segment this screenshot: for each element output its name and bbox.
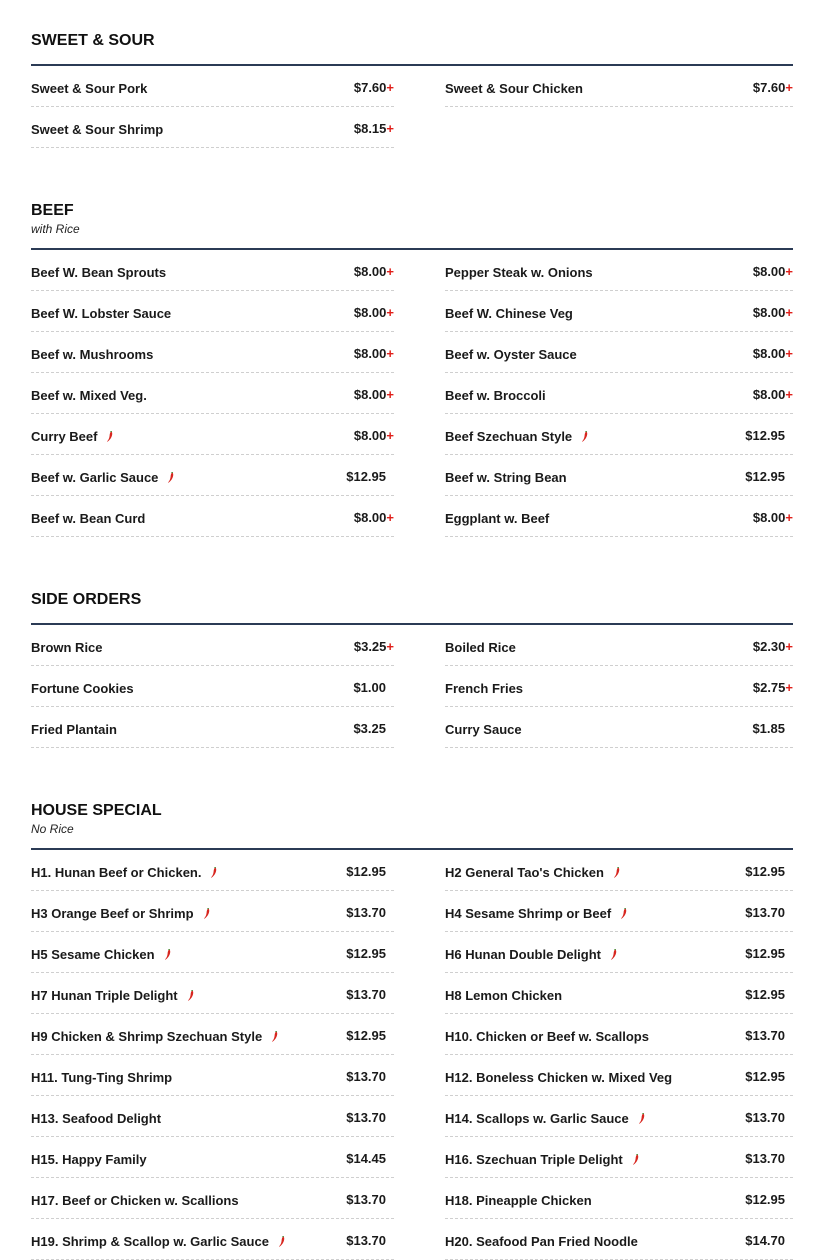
menu-item-price [745, 469, 785, 484]
menu-item-name [445, 81, 583, 96]
menu-item-price-text: $13.70 [745, 905, 785, 920]
menu-item-price-text: $12.95 [745, 946, 785, 961]
menu-item-price-text: $12.95 [346, 864, 386, 879]
menu-item-price-text: $12.95 [745, 428, 785, 443]
menu-item-grid [31, 850, 793, 1260]
menu-item-name [31, 681, 134, 696]
menu-item-name-text: H17. Beef or Chicken w. Scallions [31, 1193, 239, 1208]
menu-item-price [346, 905, 386, 920]
menu-item-name [31, 722, 117, 737]
add-plus-icon[interactable]: + [785, 639, 793, 654]
menu-item-price-text: $14.70 [745, 1233, 785, 1248]
menu-item-price [745, 987, 785, 1002]
menu-item-price-text: $12.95 [745, 864, 785, 879]
add-plus-icon[interactable]: + [785, 680, 793, 695]
menu-item-price [354, 387, 394, 402]
chili-pepper-icon [187, 989, 195, 1000]
menu-item[interactable] [31, 1014, 394, 1055]
menu-item-name-text: H16. Szechuan Triple Delight [445, 1152, 623, 1167]
menu-item-price-text: $8.00 [752, 264, 786, 279]
add-plus-icon[interactable]: + [386, 510, 394, 525]
add-plus-icon[interactable]: + [386, 121, 394, 136]
section-title: HOUSE SPECIAL [31, 802, 162, 819]
menu-item-name [31, 265, 166, 280]
menu-item-price-text: $3.25 [353, 721, 386, 736]
menu-item-name [445, 722, 522, 737]
menu-item-name-text: Beef w. Bean Curd [31, 511, 146, 526]
menu-item-name-text: Brown Rice [31, 640, 103, 655]
menu-item-name [31, 429, 114, 444]
menu-item[interactable] [31, 625, 394, 666]
menu-item-name-text: Beef w. Broccoli [445, 388, 546, 403]
menu-item-price [753, 346, 793, 361]
menu-item-price-text: $8.00 [353, 264, 387, 279]
menu-item[interactable] [31, 1096, 394, 1137]
menu-item-name-text: H19. Shrimp & Scallop w. Garlic Sauce [31, 1234, 269, 1249]
menu-item-name-text: H13. Seafood Delight [31, 1111, 162, 1126]
menu-item-price [753, 510, 793, 525]
menu-item-name [31, 470, 175, 485]
add-plus-icon[interactable]: + [785, 80, 793, 95]
menu-item-price-text: $12.95 [346, 1028, 386, 1043]
menu-item-price-text: $8.00 [752, 305, 786, 320]
menu-item[interactable] [31, 1055, 394, 1096]
menu-item[interactable] [31, 332, 394, 373]
menu-item-name-text: H11. Tung-Ting Shrimp [31, 1070, 173, 1085]
menu-item[interactable] [445, 332, 793, 373]
menu-item-name [445, 947, 618, 962]
menu-item-price-text: $7.60 [353, 80, 387, 95]
menu-item-name-text: H8 Lemon Chicken [445, 988, 563, 1003]
menu-item[interactable] [31, 455, 394, 496]
menu-item-price-text: $8.00 [353, 305, 387, 320]
menu-item-price [346, 1151, 386, 1166]
menu-item-price [753, 305, 793, 320]
menu-item-name-text: Fortune Cookies [31, 681, 134, 696]
menu-item-name-text: H12. Boneless Chicken w. Mixed Veg [445, 1070, 673, 1085]
chili-pepper-icon [278, 1235, 286, 1246]
add-plus-icon[interactable]: + [785, 264, 793, 279]
menu-item[interactable] [445, 625, 793, 666]
section-sweet-sour [31, 31, 793, 148]
menu-item-price-text: $13.70 [346, 1069, 386, 1084]
menu-item[interactable] [445, 66, 793, 107]
menu-item-name-text: H9 Chicken & Shrimp Szechuan Style [31, 1029, 263, 1044]
menu-item-price-text: $2.30 [752, 639, 786, 654]
menu-item-name-text: Boiled Rice [445, 640, 516, 655]
menu-item-price-text: $12.95 [346, 946, 386, 961]
menu-item[interactable] [445, 250, 793, 291]
menu-item-name [445, 388, 546, 403]
menu-item-price [745, 905, 785, 920]
menu-item[interactable] [31, 891, 394, 932]
add-plus-icon[interactable]: + [386, 428, 394, 443]
section-house-special [31, 801, 793, 1260]
menu-item-price [745, 1192, 785, 1207]
menu-item-name-text: H20. Seafood Pan Fried Noodle [445, 1234, 638, 1249]
chili-pepper-icon [581, 430, 589, 441]
menu-item-name [31, 1152, 147, 1167]
menu-item-price-text: $13.70 [745, 1110, 785, 1125]
menu-item-price [353, 680, 386, 695]
menu-item-name [31, 988, 195, 1003]
add-plus-icon[interactable]: + [386, 387, 394, 402]
menu-item-name [31, 81, 147, 96]
menu-item-price-text: $8.00 [353, 387, 387, 402]
add-plus-icon[interactable]: + [386, 639, 394, 654]
menu-item-price [753, 680, 793, 695]
menu-item-price-text: $13.70 [346, 1110, 386, 1125]
section-title: SIDE ORDERS [31, 591, 142, 608]
section-subtitle: No Rice [31, 822, 74, 836]
menu-item-grid [31, 66, 793, 148]
menu-item[interactable] [31, 850, 394, 891]
menu-item-price [745, 1028, 785, 1043]
add-plus-icon[interactable]: + [785, 305, 793, 320]
menu-item-name-text: Sweet & Sour Pork [31, 81, 148, 96]
menu-item-name-text: H1. Hunan Beef or Chicken. [31, 865, 202, 880]
menu-item-price [752, 721, 785, 736]
menu-item-price [354, 428, 394, 443]
menu-item-name [445, 865, 621, 880]
menu-item-price [745, 1151, 785, 1166]
menu-item-name-text: Curry Beef [31, 429, 98, 444]
menu-item-name-text: Beef w. Mixed Veg. [31, 388, 147, 403]
menu-item-name [31, 511, 145, 526]
menu-item[interactable] [445, 850, 793, 891]
menu-item-price [354, 305, 394, 320]
menu-item-name [31, 1193, 239, 1208]
chili-pepper-icon [210, 866, 218, 877]
menu-item-price [753, 639, 793, 654]
chili-pepper-icon [203, 907, 211, 918]
menu-item[interactable] [31, 1137, 394, 1178]
menu-item-name-text: Pepper Steak w. Onions [445, 265, 593, 280]
menu-item-name [445, 640, 516, 655]
add-plus-icon[interactable]: + [386, 264, 394, 279]
menu-item-name [31, 906, 211, 921]
menu-item-name-text: H7 Hunan Triple Delight [31, 988, 178, 1003]
chili-pepper-icon [164, 948, 172, 959]
menu-item-name [445, 681, 523, 696]
menu-item-name-text: H2 General Tao's Chicken [445, 865, 604, 880]
menu-item-name [445, 1193, 592, 1208]
menu-item-name [445, 1029, 649, 1044]
menu-item[interactable] [31, 250, 394, 291]
menu-item-name-text: H14. Scallops w. Garlic Sauce [445, 1111, 629, 1126]
menu-item-price [753, 264, 793, 279]
menu-item-price-text: $8.00 [752, 510, 786, 525]
menu-item-name-text: Beef W. Chinese Veg [445, 306, 573, 321]
menu-item-price-text: $8.00 [353, 346, 387, 361]
menu-item[interactable] [445, 1137, 793, 1178]
menu-item-name [445, 265, 593, 280]
chili-pepper-icon [106, 430, 114, 441]
menu-item-name-text: Beef w. String Bean [445, 470, 567, 485]
menu-item-name [445, 1152, 640, 1167]
add-plus-icon[interactable]: + [785, 346, 793, 361]
menu-item-price-text: $12.95 [346, 469, 386, 484]
menu-item[interactable] [445, 291, 793, 332]
chili-pepper-icon [638, 1112, 646, 1123]
chili-pepper-icon [613, 866, 621, 877]
menu-item-name-text: Beef W. Bean Sprouts [31, 265, 167, 280]
menu-item-name [445, 988, 562, 1003]
menu-item-price [354, 80, 394, 95]
menu-item-name [445, 511, 549, 526]
menu-item-name [445, 1234, 638, 1249]
menu-item-price-text: $8.00 [353, 510, 387, 525]
menu-item-price [354, 510, 394, 525]
section-title: SWEET & SOUR [31, 32, 155, 49]
menu-item-name-text: Fried Plantain [31, 722, 117, 737]
menu-item[interactable] [445, 891, 793, 932]
menu-item-price [745, 946, 785, 961]
menu-item-name [445, 1070, 672, 1085]
menu-item-name [31, 306, 171, 321]
menu-item-name [31, 122, 163, 137]
menu-item[interactable] [31, 707, 394, 748]
menu-item-price [346, 1233, 386, 1248]
menu-item-grid [31, 625, 793, 748]
menu-item-price [346, 1110, 386, 1125]
menu-item[interactable] [445, 1014, 793, 1055]
menu-item-price-text: $13.70 [346, 905, 386, 920]
menu-item-price-text: $3.25 [353, 639, 387, 654]
menu-item-name-text: French Fries [445, 681, 524, 696]
menu-item-name-text: Sweet & Sour Chicken [445, 81, 583, 96]
menu-item-price [346, 946, 386, 961]
menu-item-price-text: $2.75 [752, 680, 786, 695]
section-beef [31, 201, 793, 537]
menu-item[interactable] [445, 973, 793, 1014]
menu-item-name [31, 1029, 279, 1044]
menu-item[interactable] [31, 373, 394, 414]
menu-item-price [745, 864, 785, 879]
menu-item[interactable] [31, 932, 394, 973]
menu-item-price [753, 387, 793, 402]
menu-item-name [31, 388, 147, 403]
menu-item-name [445, 347, 577, 362]
menu-item-price-text: $8.00 [752, 387, 786, 402]
menu-item-name-text: Beef w. Oyster Sauce [445, 347, 577, 362]
menu-item-price [346, 987, 386, 1002]
menu-item-price-text: $8.00 [752, 346, 786, 361]
menu-item[interactable] [31, 496, 394, 537]
menu-item-price [346, 864, 386, 879]
menu-item-name-text: H3 Orange Beef or Shrimp [31, 906, 194, 921]
menu-item-name [31, 640, 103, 655]
menu-item[interactable] [31, 973, 394, 1014]
menu-item-name [31, 1111, 161, 1126]
menu-item-name-text: H4 Sesame Shrimp or Beef [445, 906, 612, 921]
menu-item-name [445, 906, 628, 921]
section-subtitle: with Rice [31, 222, 80, 236]
chili-pepper-icon [610, 948, 618, 959]
menu-item-price [354, 121, 394, 136]
add-plus-icon[interactable]: + [386, 305, 394, 320]
menu-item[interactable] [445, 1178, 793, 1219]
menu-item-price [346, 469, 386, 484]
menu-item-name-text: Beef w. Garlic Sauce [31, 470, 159, 485]
menu-item-price [745, 1233, 785, 1248]
menu-item-price [745, 1069, 785, 1084]
add-plus-icon[interactable]: + [785, 510, 793, 525]
menu-item[interactable] [445, 707, 793, 748]
menu-item-price [745, 428, 785, 443]
menu-item-price [745, 1110, 785, 1125]
add-plus-icon[interactable]: + [386, 346, 394, 361]
menu-item-name [31, 1070, 172, 1085]
chili-pepper-icon [632, 1153, 640, 1164]
menu-item-name-text: Beef W. Lobster Sauce [31, 306, 172, 321]
menu-item-price-text: $13.70 [745, 1151, 785, 1166]
menu-item-name [445, 470, 567, 485]
menu-item[interactable] [445, 1096, 793, 1137]
menu-item-price [354, 639, 394, 654]
menu-item[interactable] [31, 1219, 394, 1260]
menu-item-name-text: H15. Happy Family [31, 1152, 147, 1167]
menu-item-name-text: H6 Hunan Double Delight [445, 947, 601, 962]
section-title: BEEF [31, 202, 74, 219]
menu-item-name-text: H18. Pineapple Chicken [445, 1193, 592, 1208]
menu-item-name-text: Sweet & Sour Shrimp [31, 122, 164, 137]
menu-item-price-text: $14.45 [346, 1151, 386, 1166]
menu-item-grid [31, 250, 793, 537]
menu-item-price [346, 1192, 386, 1207]
menu-item-name-text: H5 Sesame Chicken [31, 947, 155, 962]
menu-item[interactable] [31, 666, 394, 707]
menu-item[interactable] [445, 496, 793, 537]
menu-item-price [353, 721, 386, 736]
menu-item-price-text: $12.95 [745, 469, 785, 484]
menu-item-name [445, 306, 573, 321]
menu-item-price-text: $12.95 [745, 1069, 785, 1084]
chili-pepper-icon [167, 471, 175, 482]
menu-item-price-text: $1.85 [752, 721, 785, 736]
menu-item-price-text: $12.95 [745, 1192, 785, 1207]
menu-item[interactable] [445, 1055, 793, 1096]
menu-item-price-text: $8.15 [353, 121, 387, 136]
menu-item-price [354, 264, 394, 279]
menu-item-name [31, 1234, 286, 1249]
menu-item[interactable] [31, 1178, 394, 1219]
menu-item-price-text: $13.70 [346, 1192, 386, 1207]
menu-item-price [346, 1069, 386, 1084]
menu-item[interactable] [445, 1219, 793, 1260]
menu-item[interactable] [31, 414, 394, 455]
chili-pepper-icon [620, 907, 628, 918]
menu-item[interactable] [445, 932, 793, 973]
menu-item-price-text: $8.00 [353, 428, 387, 443]
chili-pepper-icon [271, 1030, 279, 1041]
menu-item-name-text: Eggplant w. Beef [445, 511, 550, 526]
menu-item-name-text: H10. Chicken or Beef w. Scallops [445, 1029, 649, 1044]
menu-item-price-text: $13.70 [346, 1233, 386, 1248]
menu-item[interactable] [445, 414, 793, 455]
menu-item-name [31, 347, 153, 362]
menu-item-name [445, 1111, 646, 1126]
menu-item-price-text: $7.60 [752, 80, 786, 95]
menu-item-price [346, 1028, 386, 1043]
menu-item-price-text: $12.95 [745, 987, 785, 1002]
menu-item-name-text: Beef Szechuan Style [445, 429, 573, 444]
menu-item-name [31, 865, 218, 880]
menu-item[interactable] [445, 455, 793, 496]
menu-item[interactable] [445, 666, 793, 707]
menu-item[interactable] [31, 66, 394, 107]
menu-item-name-text: Beef w. Mushrooms [31, 347, 154, 362]
section-side-orders [31, 590, 793, 748]
menu-item-price-text: $13.70 [346, 987, 386, 1002]
menu-item-name-text: Curry Sauce [445, 722, 522, 737]
menu-item[interactable] [31, 107, 394, 148]
menu-item-price [354, 346, 394, 361]
menu-item-price-text: $1.00 [353, 680, 386, 695]
menu-item-name [31, 947, 172, 962]
menu-item[interactable] [445, 373, 793, 414]
menu-item-price [753, 80, 793, 95]
menu-item-name [445, 429, 589, 444]
add-plus-icon[interactable]: + [386, 80, 394, 95]
menu-item[interactable] [31, 291, 394, 332]
menu-item-price-text: $13.70 [745, 1028, 785, 1043]
add-plus-icon[interactable]: + [785, 387, 793, 402]
